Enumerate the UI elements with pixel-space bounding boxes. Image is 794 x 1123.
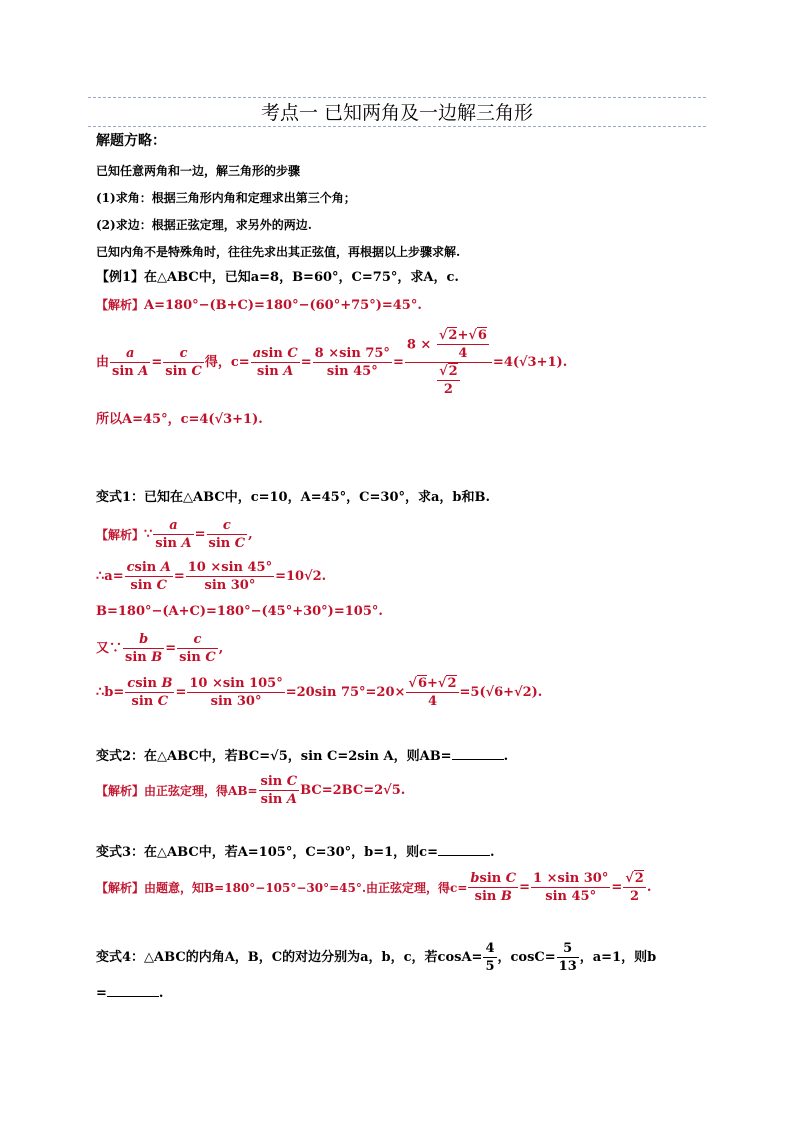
answer-blank[interactable]	[107, 984, 159, 997]
variant4-question: 变式4：△ABC的内角A，B，C的对边分别为a，b，c，若cosA= $\frac{4}{5}$ ，cosC= $\frac{5}{13}$ ，a=1，则b	[96, 941, 657, 974]
variant1-question: 变式1：已知在△ABC中，c=10，A=45°，C=30°，求a，b和B.	[96, 490, 491, 505]
example1-solution-line1: 【解析】A=180°−(B+C)=180°−(60°+75°)=45°.	[96, 298, 422, 313]
example1-solution-line2: 由 $\frac{a}{\text{sin A}}$ = $\frac{c}{\text{sin C}}$ 得，c= $\frac{\text{asin C}}{\text{sin A}}$ = $\frac{8 \times\sin 75^\circ}{\sin 45^\circ}$ = 8 × $\frac{√2+√6}{4}$ $\frac{√2}{2}$ =4(√3+1).	[96, 328, 568, 397]
page-title: 考点一 已知两角及一边解三角形	[260, 102, 534, 124]
variant1-line3: B=180°−(A+C)=180°−(45°+30°)=105°.	[96, 604, 383, 619]
variant1-line1: 【解析】 ∵ $\frac{a}{\text{sin A}}$ = $\frac{c}{\text{sin C}}$ ,	[96, 518, 253, 551]
jiexi-tag: 【解析】	[96, 298, 145, 312]
example1-question: 【例1】在△ABC中，已知a=8，B=60°，C=75°，求A，c.	[96, 270, 459, 285]
variant1-line5: ∴b= $\frac{\text{csin B}}{\text{sin C}}$ = $\frac{10 \times\sin 105^\circ}{\sin 30^\circ}$ =20sin 75°=20× $\frac{√6+√2}{4}$ =5(√6+√2).	[96, 676, 543, 709]
method-line-1: 已知任意两角和一边，解三角形的步骤	[96, 164, 301, 178]
method-line-2: (1)求角：根据三角形内角和定理求出第三个角；	[96, 191, 356, 205]
method-heading: 解题方略：	[96, 133, 166, 149]
method-line-4: 已知内角不是特殊角时，往往先求出其正弦值，再根据以上步骤求解.	[96, 245, 461, 259]
variant3-solution: 【解析】 由题意，知B=180°−105°−30°=45°.由正弦定理，得c= $\frac{\text{bsin C}}{\text{sin B}}$ = $\frac{1 \times\sin 30^\circ}{\sin 45^\circ}$ = $\frac{√2}{2}$ .	[96, 871, 652, 904]
variant2-question: 变式2：在△ABC中，若BC=√5，sin C=2sin A，则AB= .	[96, 749, 509, 764]
answer-blank[interactable]	[452, 747, 504, 760]
variant1-line4: 又∵ $\frac{b}{\text{sin B}}$ = $\frac{c}{\text{sin C}}$ ,	[96, 632, 224, 665]
variant3-question: 变式3：在△ABC中，若A=105°，C=30°，b=1，则c= .	[96, 845, 495, 860]
variant2-solution: 【解析】 由正弦定理，得AB= $\frac{\text{sin C}}{\text{sin A}}$ BC=2BC=2√5.	[96, 774, 406, 807]
variant4-question-line2: = .	[96, 986, 164, 1001]
method-line-3: (2)求边：根据正弦定理，求另外的两边.	[96, 218, 312, 232]
answer-blank[interactable]	[438, 843, 490, 856]
example1-solution-line3: 所以A=45°，c=4(√3+1).	[96, 412, 263, 427]
title-bottom-rule	[88, 126, 706, 127]
variant1-line2: ∴a= $\frac{\text{csin A}}{\text{sin C}}$ = $\frac{10 \times\sin 45^\circ}{\sin 30^\circ}$ =10√2.	[96, 560, 327, 593]
